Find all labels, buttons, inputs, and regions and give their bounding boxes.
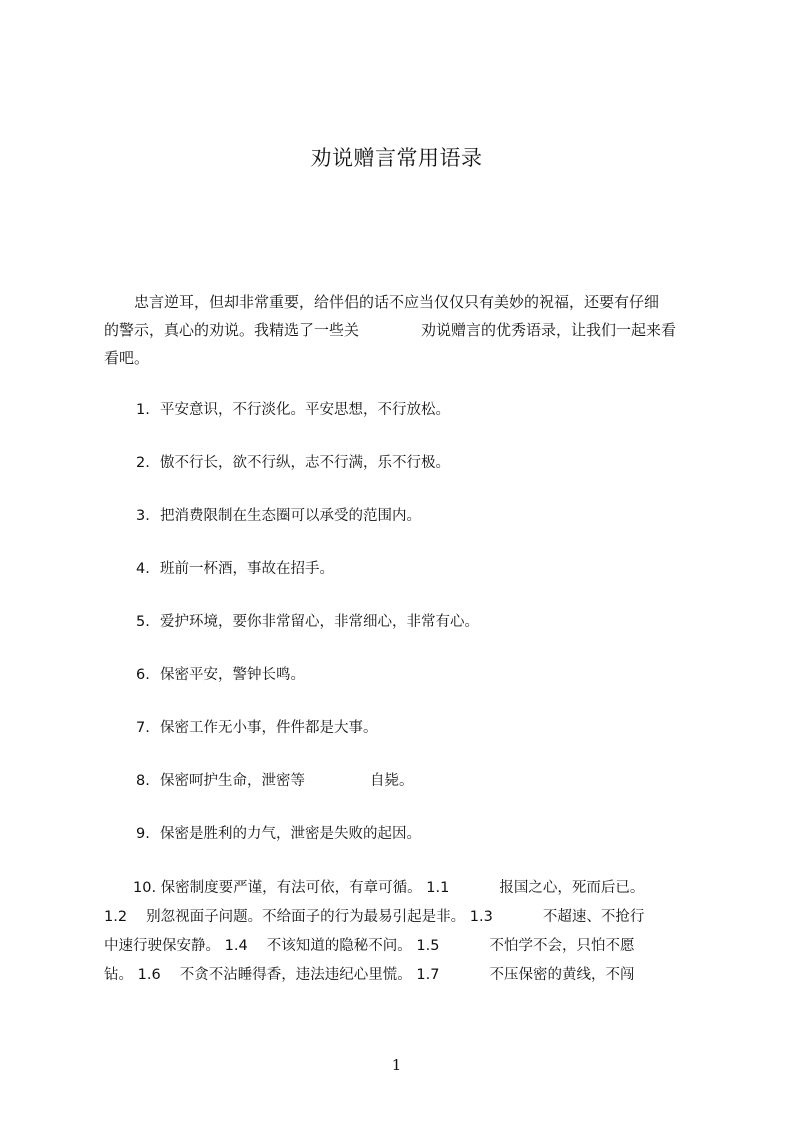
list-item-text: 保密是胜利的力气，泄密是失败的起因。 [160, 826, 421, 842]
list-item-number: 8. [136, 773, 150, 789]
intro-line-2-part-b: 劝说赠言的优秀语录，让我们一起来看 [421, 321, 677, 339]
list-item [136, 398, 450, 419]
list-item-text: 爱护环境，要你非常留心，非常细心，非常有心。 [160, 614, 479, 630]
closing-line-3 [104, 932, 698, 961]
closing-line-1 [104, 874, 698, 903]
list-item-text-continued: 自毙。 [370, 773, 414, 789]
intro-paragraph [104, 288, 698, 372]
closing-line-3-part-a: 中速行驶保安静。 1.4 不该知道的隐秘不问。 1.5 [104, 938, 440, 954]
list-item-text: 保密工作无小事，件件都是大事。 [160, 720, 378, 736]
list-item-number: 5. [136, 614, 150, 630]
list-item [136, 504, 421, 525]
closing-line-2-part-b: 不超速、不抢行 [542, 909, 645, 925]
document-title: 劝说赠言常用语录 [310, 146, 483, 170]
list-item-number: 4. [136, 561, 150, 577]
list-item-number: 9. [136, 826, 150, 842]
list-item [136, 557, 334, 578]
list-item [136, 663, 305, 684]
closing-paragraph [104, 874, 698, 990]
list-item [136, 822, 421, 843]
intro-line-2 [104, 316, 698, 344]
list-item-number: 1. [136, 402, 150, 418]
page-number: 1 [391, 1056, 402, 1074]
list-item [136, 451, 450, 472]
closing-line-4-part-a: 钻。 1.6 不贪不沾睡得香，违法违纪心里慌。 1.7 [104, 967, 440, 983]
intro-line-3: 看吧。 [104, 349, 150, 367]
closing-line-3-part-b: 不怕学不会，只怕不愿 [489, 938, 635, 954]
list-item-number: 7. [136, 720, 150, 736]
list-item-text: 把消费限制在生态圈可以承受的范围内。 [160, 508, 421, 524]
closing-line-4-part-b: 不压保密的黄线，不闯 [489, 967, 635, 983]
list-item-text: 班前一杯酒，事故在招手。 [160, 561, 334, 577]
list-item-number: 6. [136, 667, 150, 683]
list-item-text: 保密平安，警钟长鸣。 [160, 667, 305, 683]
closing-line-2-part-a: 1.2 别忽视面子问题。不给面子的行为最易引起是非。 1.3 [104, 909, 493, 925]
closing-line-2 [104, 903, 698, 932]
list-item-number: 3. [136, 508, 150, 524]
intro-line-1: 忠言逆耳，但却非常重要，给伴侣的话不应当仅仅只有美妙的祝福，还要有仔细 [104, 293, 660, 311]
list-item [136, 716, 378, 737]
intro-line-2-part-a: 的警示，真心的劝说。我精选了一些关 [104, 321, 360, 339]
closing-line-1-part-b: 报国之心，死而后已。 [499, 880, 645, 896]
list-item [136, 610, 479, 631]
closing-line-1-part-a: 10. 保密制度要严谨，有法可依，有章可循。 1.1 [104, 880, 450, 896]
list-item [136, 769, 414, 790]
list-item-text: 平安意识，不行淡化。平安思想，不行放松。 [160, 402, 450, 418]
list-item-number: 2. [136, 455, 150, 471]
list-item-text: 傲不行长，欲不行纵，志不行满，乐不行极。 [160, 455, 450, 471]
closing-line-4 [104, 961, 698, 990]
list-item-text: 保密呵护生命，泄密等 [160, 773, 305, 789]
